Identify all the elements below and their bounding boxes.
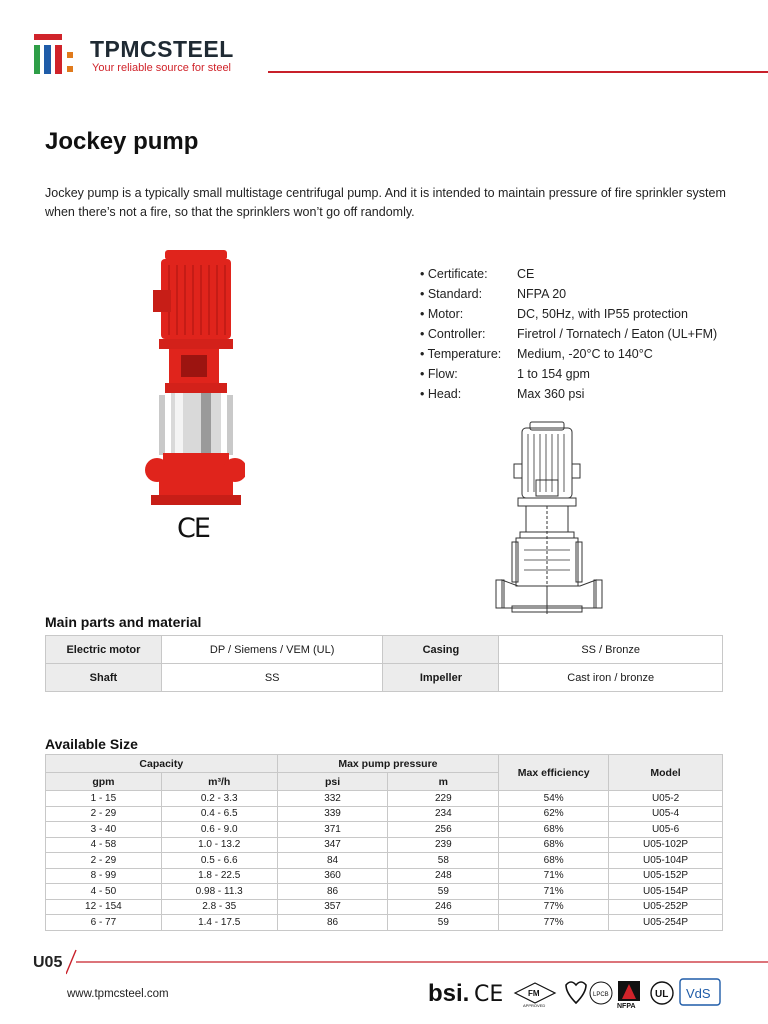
intro-paragraph: Jockey pump is a typically small multistage centrifugal pump. And it is intended to maintain pressure of fire sprinkler system when there’s not a fire, so that the sprinklers won’t go off randomly. (45, 186, 726, 219)
table-row (46, 636, 723, 664)
ul-logo (651, 982, 673, 1004)
spec-value: 1 to 154 gpm (517, 367, 590, 381)
cell-psi: 84 (277, 853, 388, 869)
table-row (46, 664, 723, 692)
cell-efficiency: 68% (499, 853, 609, 869)
col-gpm: gpm (46, 773, 162, 791)
fm-approved-logo (515, 983, 555, 1008)
spec-key: • Standard: (420, 287, 483, 301)
spec-value: Firetrol / Tornatech / Eaton (UL+FM) (517, 327, 718, 341)
part-material: SS (161, 664, 383, 692)
cell-psi: 357 (277, 899, 388, 915)
spec-key: • Head: (420, 387, 462, 401)
cell-gpm: 4 - 50 (46, 884, 162, 900)
parts-section-title: Main parts and material (45, 614, 202, 630)
table-row (46, 791, 723, 807)
tpmcsteel-logo-icon (34, 34, 76, 74)
spec-value: DC, 50Hz, with IP55 protection (517, 307, 688, 321)
certification-logos (428, 975, 728, 1009)
fm-logo-subtext: APPROVED (523, 1003, 546, 1008)
spec-value: NFPA 20 (517, 287, 567, 301)
nfpa-logo-text: NFPA (617, 1003, 636, 1009)
spec-item (420, 307, 717, 327)
ce-logo: CE (474, 982, 504, 1007)
cell-m: 58 (388, 853, 499, 869)
spec-key: • Certificate: (420, 267, 488, 281)
nfpa-logo (617, 981, 640, 1009)
cell-m3h: 1.8 - 22.5 (161, 868, 277, 884)
brand-tagline: Your reliable source for steel (92, 62, 232, 74)
spec-value: Medium, -20°C to 140°C (517, 347, 653, 361)
spec-key: • Temperature: (420, 347, 502, 361)
cell-psi: 86 (277, 884, 388, 900)
cell-m: 246 (388, 899, 499, 915)
table-row (46, 822, 723, 838)
fm-logo-text: FM (528, 989, 540, 998)
parts-table (45, 635, 723, 692)
cell-efficiency: 71% (499, 884, 609, 900)
spec-item (420, 367, 717, 387)
cell-m: 256 (388, 822, 499, 838)
col-psi: psi (277, 773, 388, 791)
cell-m3h: 0.6 - 9.0 (161, 822, 277, 838)
cell-gpm: 2 - 29 (46, 853, 162, 869)
col-group-capacity: Capacity (46, 755, 278, 773)
size-table (45, 754, 723, 931)
vds-logo-text: VdS (686, 986, 711, 1001)
part-material: DP / Siemens / VEM (UL) (161, 636, 383, 664)
cell-m3h: 0.4 - 6.5 (161, 806, 277, 822)
spec-key: • Flow: (420, 367, 458, 381)
cell-gpm: 8 - 99 (46, 868, 162, 884)
cell-efficiency: 68% (499, 837, 609, 853)
cell-gpm: 3 - 40 (46, 822, 162, 838)
cell-psi: 360 (277, 868, 388, 884)
cell-psi: 86 (277, 915, 388, 931)
spec-item (420, 347, 717, 367)
footer-divider (66, 949, 768, 975)
spec-key: • Controller: (420, 327, 486, 341)
cell-model: U05-4 (609, 806, 723, 822)
cell-model: U05-102P (609, 837, 723, 853)
table-row (46, 837, 723, 853)
cell-gpm: 2 - 29 (46, 806, 162, 822)
brand-name: TPMCSTEEL (90, 36, 234, 62)
table-row (46, 884, 723, 900)
cell-m: 248 (388, 868, 499, 884)
ce-certification-mark: CE (177, 513, 209, 544)
table-row (46, 853, 723, 869)
cell-m: 59 (388, 915, 499, 931)
col-m3h: m³/h (161, 773, 277, 791)
part-label: Casing (383, 636, 499, 664)
cell-m3h: 0.2 - 3.3 (161, 791, 277, 807)
lpcb-logo-text: LPCB (593, 992, 609, 998)
spec-item (420, 387, 717, 407)
cell-m3h: 2.8 - 35 (161, 899, 277, 915)
cell-gpm: 12 - 154 (46, 899, 162, 915)
bsi-logo: bsi. (428, 980, 470, 1007)
cell-gpm: 6 - 77 (46, 915, 162, 931)
part-material: SS / Bronze (499, 636, 723, 664)
cell-psi: 371 (277, 822, 388, 838)
spec-item (420, 327, 717, 347)
vds-logo (680, 979, 720, 1005)
cell-psi: 347 (277, 837, 388, 853)
spec-list (420, 267, 717, 407)
part-material: Cast iron / bronze (499, 664, 723, 692)
cell-psi: 339 (277, 806, 388, 822)
header-divider (268, 71, 768, 73)
table-row (46, 868, 723, 884)
table-row (46, 899, 723, 915)
cell-m: 229 (388, 791, 499, 807)
cell-psi: 332 (277, 791, 388, 807)
cell-m3h: 0.5 - 6.6 (161, 853, 277, 869)
size-table-body (46, 791, 723, 931)
part-label: Impeller (383, 664, 499, 692)
cell-efficiency: 68% (499, 822, 609, 838)
cell-m3h: 1.4 - 17.5 (161, 915, 277, 931)
cell-gpm: 4 - 58 (46, 837, 162, 853)
cell-efficiency: 54% (499, 791, 609, 807)
spec-item (420, 287, 717, 307)
spec-key: • Motor: (420, 307, 464, 321)
spec-value: CE (517, 267, 535, 281)
cell-model: U05-104P (609, 853, 723, 869)
cell-model: U05-6 (609, 822, 723, 838)
lpcb-logo (590, 982, 612, 1004)
page-number: U05 (33, 954, 63, 971)
pump-cross-section-drawing (494, 420, 604, 616)
cell-model: U05-152P (609, 868, 723, 884)
table-header-row (46, 755, 723, 773)
website-link[interactable]: www.tpmcsteel.com (67, 988, 169, 1000)
part-label: Electric motor (46, 636, 162, 664)
cell-m3h: 1.0 - 13.2 (161, 837, 277, 853)
cell-efficiency: 71% (499, 868, 609, 884)
col-max-efficiency: Max efficiency (499, 755, 609, 791)
cell-model: U05-154P (609, 884, 723, 900)
sizes-section-title: Available Size (45, 736, 138, 752)
col-model: Model (609, 755, 723, 791)
cell-m3h: 0.98 - 11.3 (161, 884, 277, 900)
cell-efficiency: 77% (499, 915, 609, 931)
spec-value: Max 360 psi (517, 387, 585, 401)
cell-m: 239 (388, 837, 499, 853)
cell-m: 59 (388, 884, 499, 900)
jockey-pump-image (145, 245, 245, 510)
spec-item (420, 267, 717, 287)
cell-efficiency: 62% (499, 806, 609, 822)
part-label: Shaft (46, 664, 162, 692)
cell-gpm: 1 - 15 (46, 791, 162, 807)
cell-efficiency: 77% (499, 899, 609, 915)
page-title: Jockey pump (45, 128, 199, 155)
table-row (46, 806, 723, 822)
col-m: m (388, 773, 499, 791)
cell-m: 234 (388, 806, 499, 822)
col-group-pressure: Max pump pressure (277, 755, 499, 773)
cell-model: U05-252P (609, 899, 723, 915)
ul-logo-text: UL (655, 989, 669, 1000)
cell-model: U05-2 (609, 791, 723, 807)
heart-check-logo (566, 982, 586, 1003)
cell-model: U05-254P (609, 915, 723, 931)
table-row (46, 915, 723, 931)
